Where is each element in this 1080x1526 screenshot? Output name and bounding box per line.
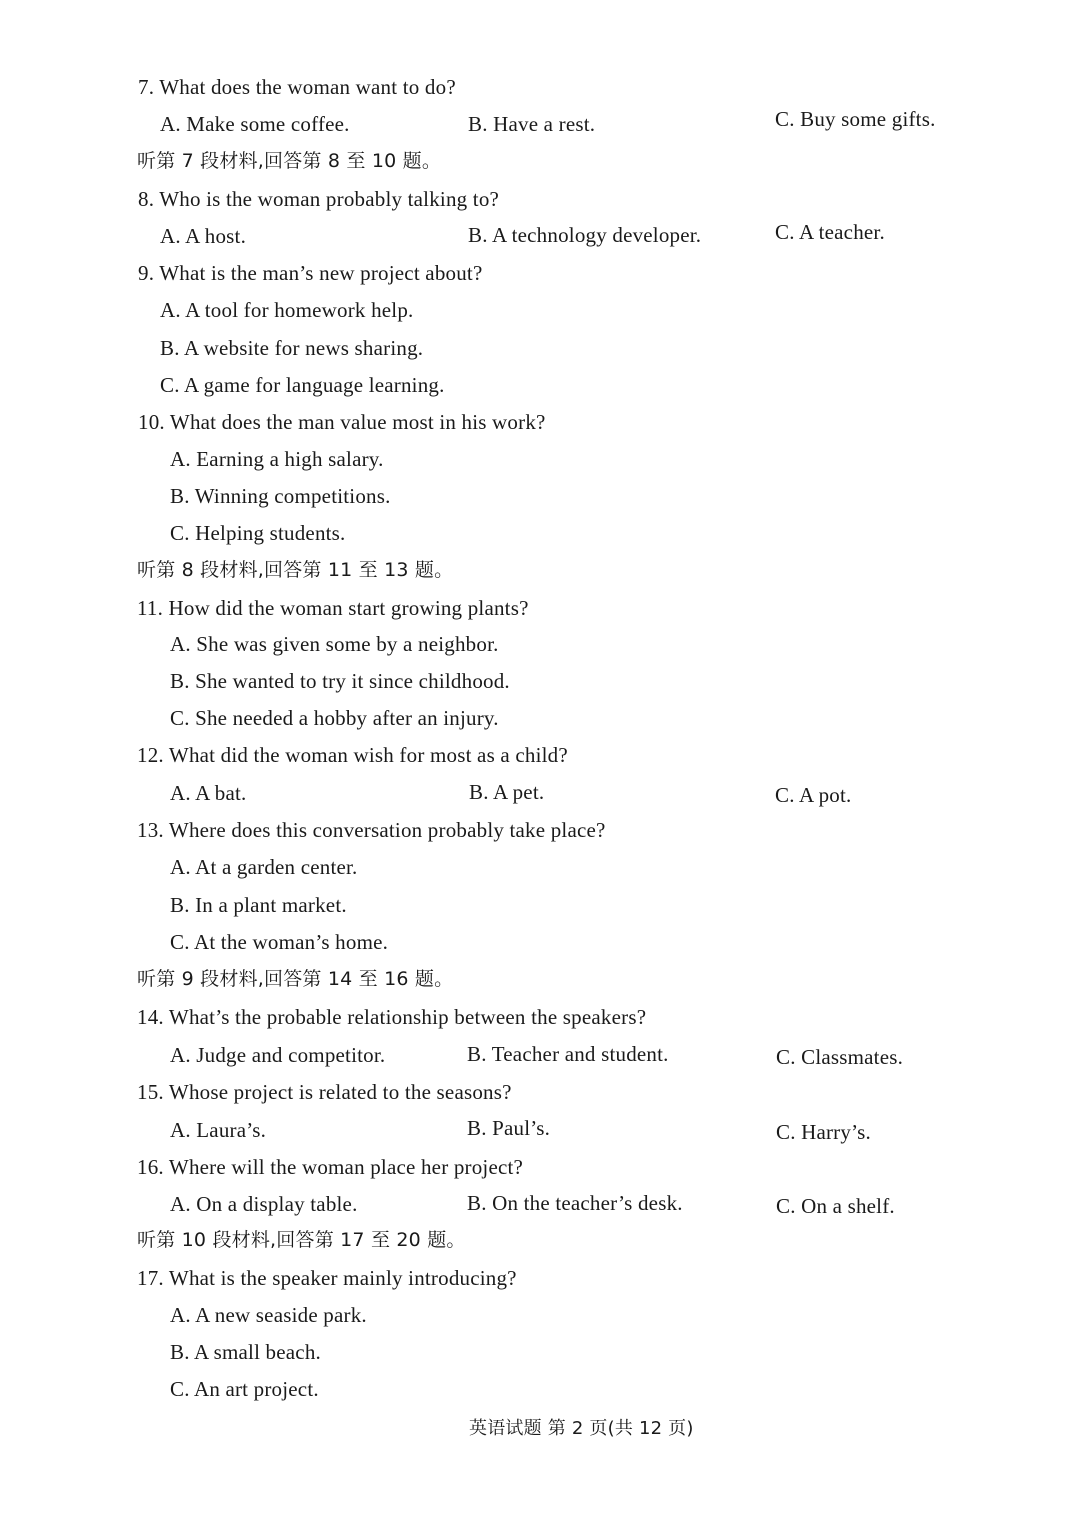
question-11-option-b: B. She wanted to try it since childhood.	[170, 669, 510, 693]
page-footer: 英语试题 第 2 页(共 12 页)	[469, 1418, 694, 1439]
question-7-option-a: A. Make some coffee.	[160, 112, 350, 136]
question-10-option-c: C. Helping students.	[170, 521, 346, 545]
section-header-7: 听第 7 段材料,回答第 8 至 10 题。	[137, 150, 442, 172]
question-17-option-a: A. A new seaside park.	[170, 1303, 367, 1327]
question-10-stem: 10. What does the man value most in his work?	[138, 410, 546, 434]
section-header-10: 听第 10 段材料,回答第 17 至 20 题。	[137, 1229, 466, 1251]
question-10-option-b: B. Winning competitions.	[170, 484, 391, 508]
question-9-option-c: C. A game for language learning.	[160, 373, 445, 397]
question-16-option-a: A. On a display table.	[170, 1192, 358, 1216]
question-8-stem: 8. Who is the woman probably talking to?	[138, 187, 500, 211]
question-11-option-c: C. She needed a hobby after an injury.	[170, 706, 499, 730]
question-16-option-b: B. On the teacher’s desk.	[467, 1191, 683, 1215]
question-14-option-c: C. Classmates.	[776, 1045, 904, 1069]
question-9-stem: 9. What is the man’s new project about?	[138, 261, 483, 285]
question-11-stem: 11. How did the woman start growing plants?	[137, 596, 529, 620]
question-9-option-b: B. A website for news sharing.	[160, 336, 424, 360]
question-15-option-a: A. Laura’s.	[170, 1118, 267, 1142]
question-10-option-a: A. Earning a high salary.	[170, 447, 384, 471]
question-17-option-b: B. A small beach.	[170, 1340, 321, 1364]
question-17-stem: 17. What is the speaker mainly introducing?	[137, 1266, 517, 1290]
section-header-8: 听第 8 段材料,回答第 11 至 13 题。	[137, 559, 454, 581]
question-15-option-b: B. Paul’s.	[467, 1116, 551, 1140]
question-12-option-a: A. A bat.	[170, 781, 247, 805]
question-8-option-b: B. A technology developer.	[468, 223, 702, 247]
question-12-option-b: B. A pet.	[469, 780, 545, 804]
question-16-option-c: C. On a shelf.	[776, 1194, 895, 1218]
question-17-option-c: C. An art project.	[170, 1377, 319, 1401]
question-14-option-b: B. Teacher and student.	[467, 1042, 669, 1066]
question-7-option-c: C. Buy some gifts.	[775, 107, 936, 131]
question-15-stem: 15. Whose project is related to the seasons?	[137, 1080, 512, 1104]
question-11-option-a: A. She was given some by a neighbor.	[170, 632, 499, 656]
question-7-option-b: B. Have a rest.	[468, 112, 596, 136]
question-13-option-a: A. At a garden center.	[170, 855, 358, 879]
question-12-stem: 12. What did the woman wish for most as a child?	[137, 743, 568, 767]
question-7-stem: 7. What does the woman want to do?	[138, 75, 456, 99]
question-13-option-b: B. In a plant market.	[170, 893, 347, 917]
question-13-option-c: C. At the woman’s home.	[170, 930, 389, 954]
question-12-option-c: C. A pot.	[775, 783, 852, 807]
question-14-option-a: A. Judge and competitor.	[170, 1043, 386, 1067]
question-15-option-c: C. Harry’s.	[776, 1120, 871, 1144]
question-9-option-a: A. A tool for homework help.	[160, 298, 414, 322]
question-13-stem: 13. Where does this conversation probably take place?	[137, 818, 606, 842]
question-8-option-c: C. A teacher.	[775, 220, 885, 244]
question-14-stem: 14. What’s the probable relationship between the speakers?	[137, 1005, 647, 1029]
section-header-9: 听第 9 段材料,回答第 14 至 16 题。	[137, 968, 454, 990]
question-8-option-a: A. A host.	[160, 224, 247, 248]
question-16-stem: 16. Where will the woman place her project?	[137, 1155, 524, 1179]
